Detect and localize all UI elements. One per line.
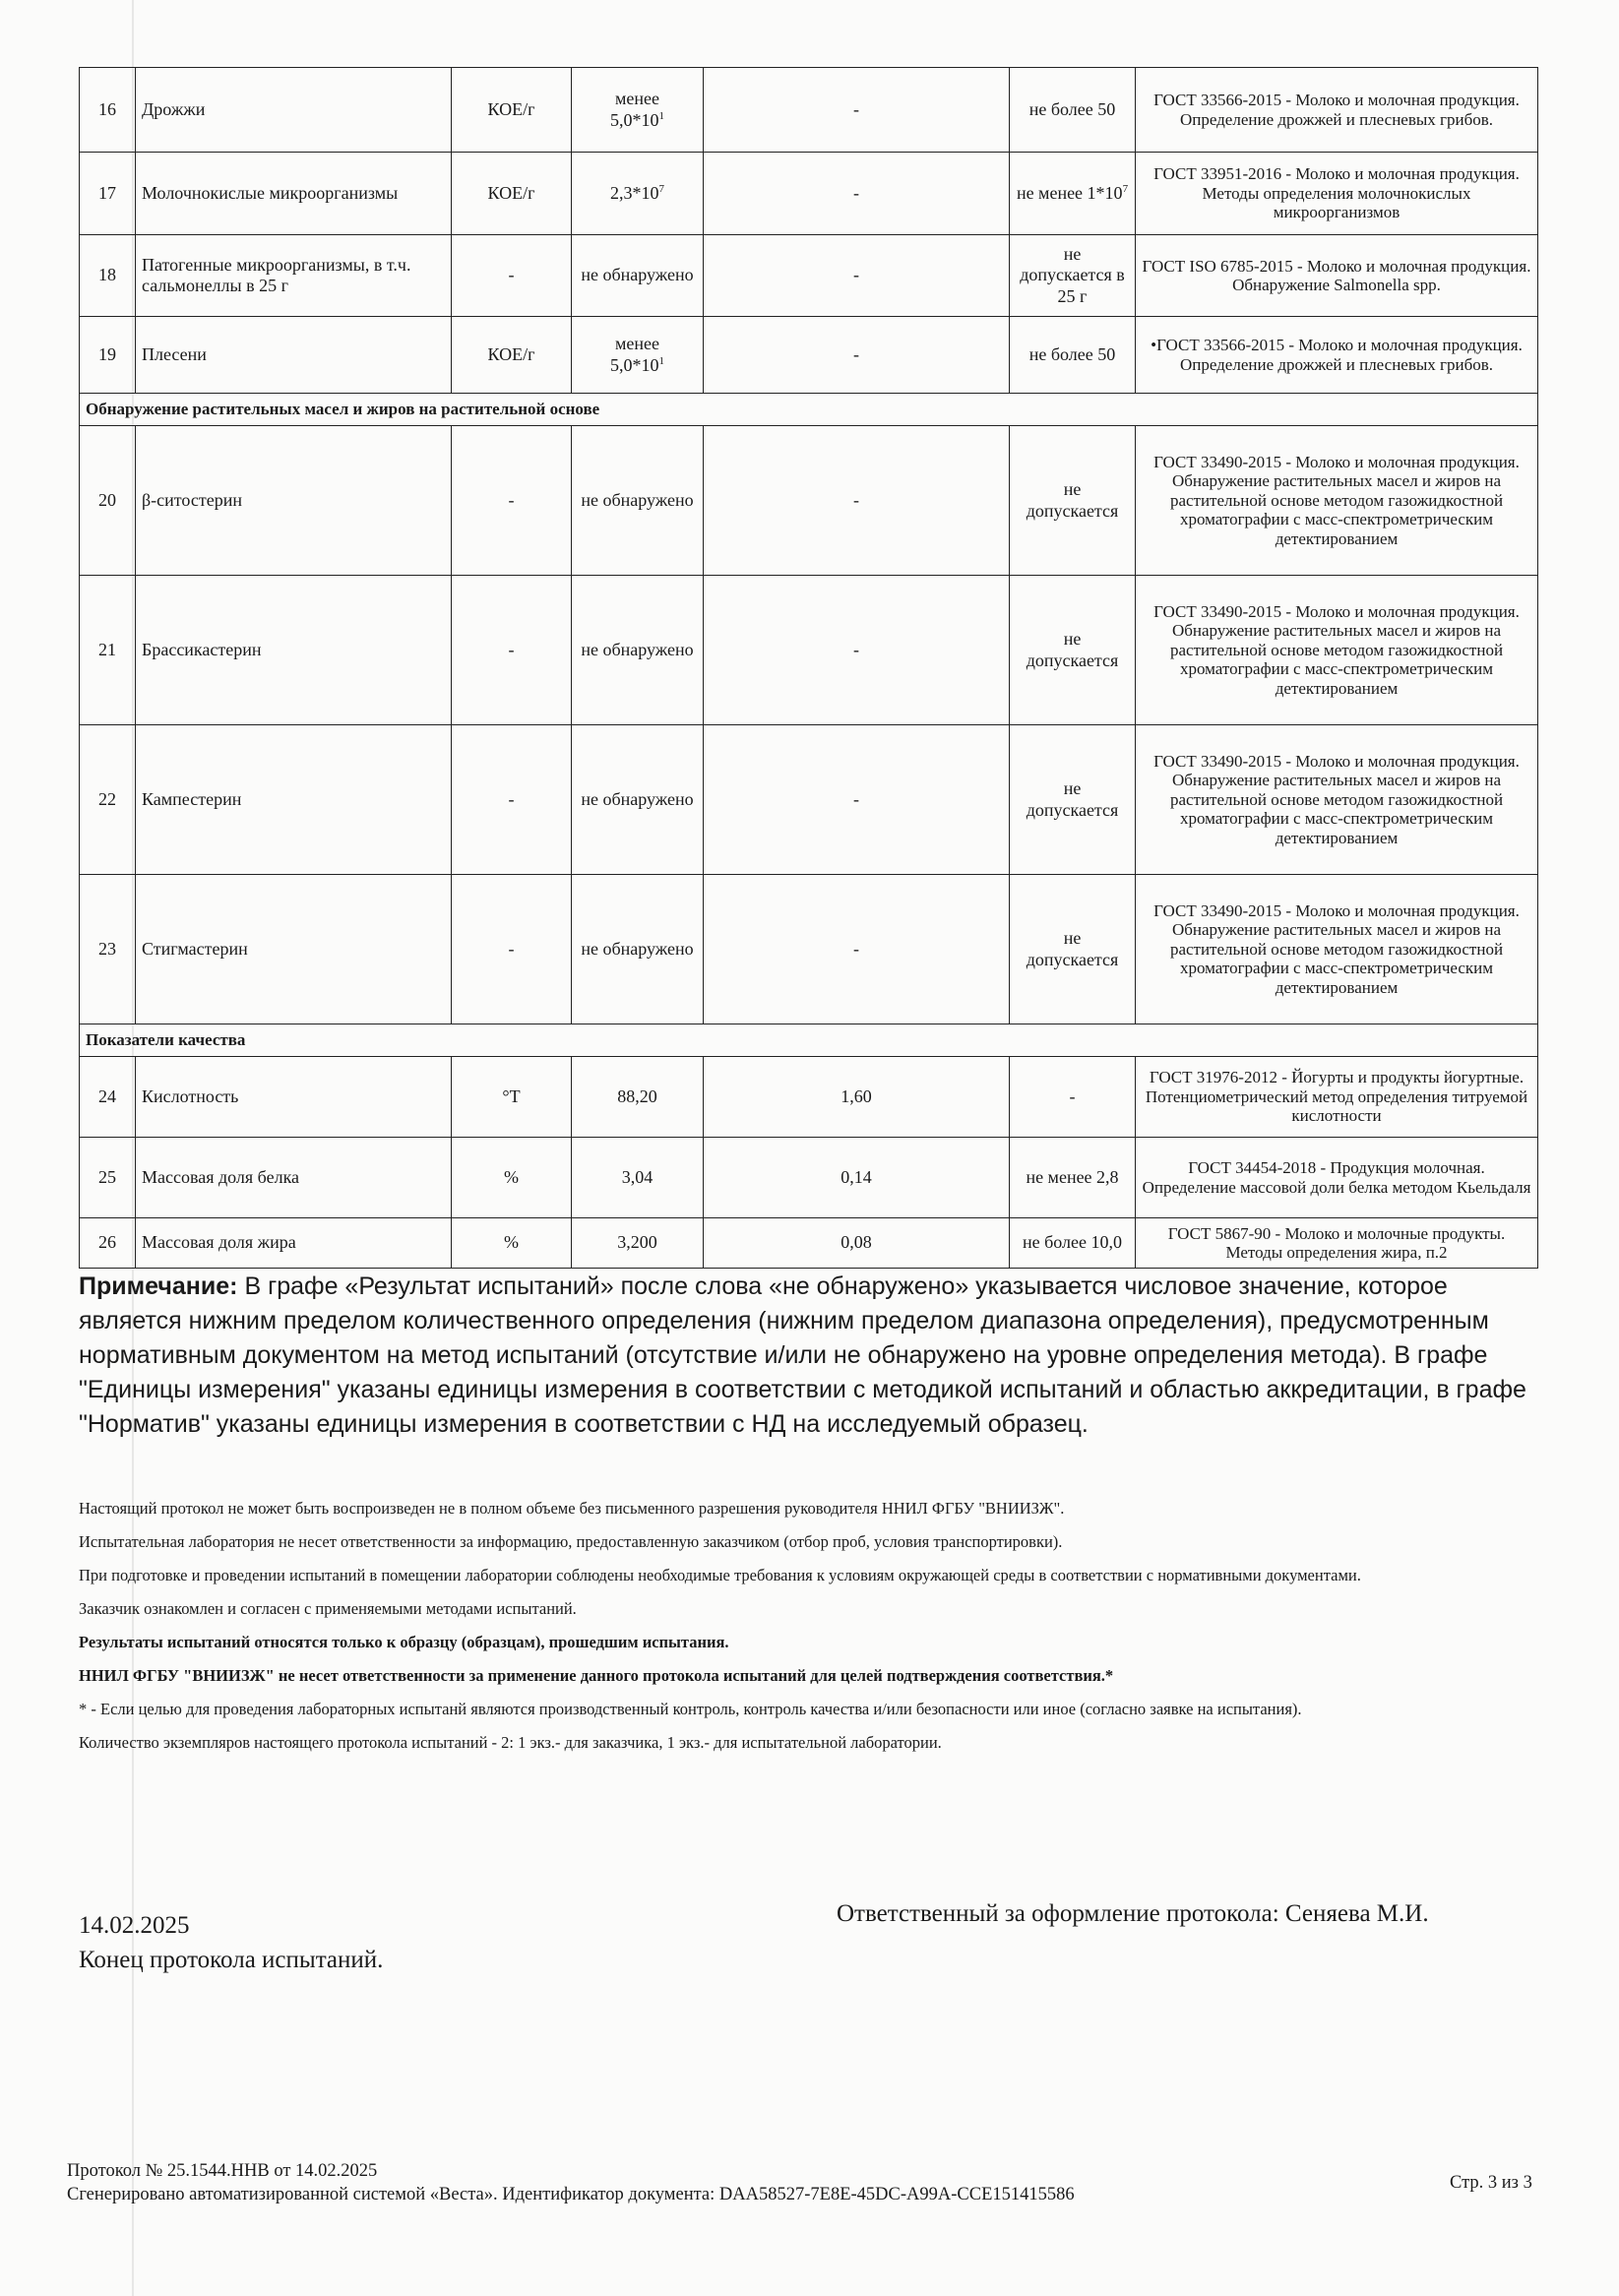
section-title: Показатели качества	[80, 1024, 1538, 1057]
error-cell: -	[704, 725, 1010, 875]
row-number: 17	[80, 153, 136, 235]
section-row	[80, 1024, 1538, 1057]
unit-cell: КОЕ/г	[452, 153, 572, 235]
result-cell: не обнаружено	[572, 725, 704, 875]
error-cell: -	[704, 153, 1010, 235]
protocol-end: Конец протокола испытаний.	[79, 1947, 384, 1973]
table-row	[80, 68, 1538, 153]
result-cell: не обнаружено	[572, 875, 704, 1024]
unit-cell: %	[452, 1218, 572, 1269]
norm-cell: не допускается	[1010, 576, 1136, 725]
method-cell: ГОСТ 33951-2016 - Молоко и молочная продукция. Методы определения молочнокислых микроорганизмов	[1136, 153, 1538, 235]
result-cell	[572, 317, 704, 394]
indicator-name: Стигмастерин	[136, 875, 452, 1024]
table-row	[80, 426, 1538, 576]
unit-cell: -	[452, 875, 572, 1024]
indicator-name: Кампестерин	[136, 725, 452, 875]
table-row	[80, 875, 1538, 1024]
error-cell: -	[704, 317, 1010, 394]
footnote: * - Если целью для проведения лабораторных испытанй являются производственный контроль, контроль качества и/или безопасности или иное (согласно заявке на испытания).	[79, 1700, 1302, 1718]
section-row	[80, 394, 1538, 426]
note-text: В графе «Результат испытаний» после слова «не обнаружено» указывается числовое значение, которое является нижним пределом количественного определения (нижним пределом диапазона определения), предусмотренным нормативным документом на метод испытаний (отсутствие и/или не обнаружено на уровне определения метода). В графе "Единицы измерения" указаны единицы измерения в соответствии с методикой испытаний и областью аккредитации, в графе "Норматив" указаны единицы измерения в соответствии с НД на исследуемый образец.	[79, 1272, 1526, 1438]
disclaimer-liability: ННИЛ ФГБУ "ВНИИЗЖ" не несет ответственности за применение данного протокола испытаний для целей подтверждения соответствия.*	[79, 1666, 1114, 1685]
disclaimer-block	[79, 1492, 1545, 1760]
indicator-name: Патогенные микроорганизмы, в т.ч. сальмонеллы в 25 г	[136, 235, 452, 317]
result-cell: не обнаружено	[572, 426, 704, 576]
norm-cell: не допускается в 25 г	[1010, 235, 1136, 317]
unit-cell: °Т	[452, 1057, 572, 1138]
row-number: 18	[80, 235, 136, 317]
row-number: 26	[80, 1218, 136, 1269]
error-cell: -	[704, 576, 1010, 725]
table-row	[80, 317, 1538, 394]
indicator-name: Брассикастерин	[136, 576, 452, 725]
method-cell: •ГОСТ 33566-2015 - Молоко и молочная продукция. Определение дрожжей и плесневых грибов.	[1136, 317, 1538, 394]
indicator-name: Кислотность	[136, 1057, 452, 1138]
indicator-name: Дрожжи	[136, 68, 452, 153]
indicator-name: Массовая доля белка	[136, 1138, 452, 1218]
error-cell: 1,60	[704, 1057, 1010, 1138]
protocol-date: 14.02.2025	[79, 1912, 190, 1939]
table-row	[80, 1057, 1538, 1138]
disclaimer-customer-info: Испытательная лаборатория не несет ответственности за информацию, предоставленную заказчиком (отбор проб, условия транспортировки).	[79, 1532, 1063, 1551]
method-cell: ГОСТ 33490-2015 - Молоко и молочная продукция. Обнаружение растительных масел и жиров на растительной основе методом газожидкостной хроматографии с масс-спектрометрическим детектированием	[1136, 725, 1538, 875]
norm-cell: не менее 2,8	[1010, 1138, 1136, 1218]
error-cell: -	[704, 235, 1010, 317]
result-line-1: менее	[615, 89, 659, 109]
result-exponent: 1	[658, 354, 664, 367]
norm-cell: не допускается	[1010, 725, 1136, 875]
norm-cell: не более 10,0	[1010, 1218, 1136, 1269]
norm-cell: не допускается	[1010, 426, 1136, 576]
disclaimer-methods: Заказчик ознакомлен и согласен с применяемыми методами испытаний.	[79, 1599, 577, 1618]
row-number: 23	[80, 875, 136, 1024]
result-cell: 88,20	[572, 1057, 704, 1138]
disclaimer-results-scope: Результаты испытаний относятся только к образцу (образцам), прошедшим испытания.	[79, 1633, 729, 1651]
error-cell: -	[704, 426, 1010, 576]
result-exponent: 1	[658, 109, 664, 122]
row-number: 21	[80, 576, 136, 725]
result-cell: 3,04	[572, 1138, 704, 1218]
norm-cell: -	[1010, 1057, 1136, 1138]
result-value: 2,3*10	[610, 182, 659, 203]
method-cell: ГОСТ ISO 6785-2015 - Молоко и молочная продукция. Обнаружение Salmonella spp.	[1136, 235, 1538, 317]
method-cell: ГОСТ 34454-2018 - Продукция молочная. Определение массовой доли белка методом Кьельдаля	[1136, 1138, 1538, 1218]
error-cell: -	[704, 68, 1010, 153]
error-cell: -	[704, 875, 1010, 1024]
row-number: 25	[80, 1138, 136, 1218]
method-cell: ГОСТ 33490-2015 - Молоко и молочная продукция. Обнаружение растительных масел и жиров на растительной основе методом газожидкостной хроматографии с масс-спектрометрическим детектированием	[1136, 576, 1538, 725]
method-cell: ГОСТ 33566-2015 - Молоко и молочная продукция. Определение дрожжей и плесневых грибов.	[1136, 68, 1538, 153]
row-number: 24	[80, 1057, 136, 1138]
result-exponent: 7	[658, 182, 664, 195]
table-row	[80, 153, 1538, 235]
method-cell: ГОСТ 5867-90 - Молоко и молочные продукты. Методы определения жира, п.2	[1136, 1218, 1538, 1269]
unit-cell: %	[452, 1138, 572, 1218]
table-row	[80, 235, 1538, 317]
norm-cell: не более 50	[1010, 317, 1136, 394]
norm-cell: не допускается	[1010, 875, 1136, 1024]
result-cell: не обнаружено	[572, 576, 704, 725]
section-title: Обнаружение растительных масел и жиров на растительной основе	[80, 394, 1538, 426]
norm-cell	[1010, 153, 1136, 235]
row-number: 22	[80, 725, 136, 875]
result-line-1: менее	[615, 334, 659, 354]
row-number: 16	[80, 68, 136, 153]
indicator-name: Плесени	[136, 317, 452, 394]
unit-cell: КОЕ/г	[452, 317, 572, 394]
row-number: 20	[80, 426, 136, 576]
page-footer	[67, 2159, 1075, 2206]
result-cell: 3,200	[572, 1218, 704, 1269]
method-cell: ГОСТ 31976-2012 - Йогурты и продукты йогуртные. Потенциометрический метод определения титруемой кислотности	[1136, 1057, 1538, 1138]
table-row	[80, 725, 1538, 875]
results-table	[79, 67, 1538, 1269]
row-number: 19	[80, 317, 136, 394]
method-cell: ГОСТ 33490-2015 - Молоко и молочная продукция. Обнаружение растительных масел и жиров на растительной основе методом газожидкостной хроматографии с масс-спектрометрическим детектированием	[1136, 875, 1538, 1024]
protocol-number: Протокол № 25.1544.ННВ от 14.02.2025	[67, 2161, 378, 2181]
unit-cell: -	[452, 725, 572, 875]
method-cell: ГОСТ 33490-2015 - Молоко и молочная продукция. Обнаружение растительных масел и жиров на растительной основе методом газожидкостной хроматографии с масс-спектрометрическим детектированием	[1136, 426, 1538, 576]
unit-cell: -	[452, 426, 572, 576]
indicator-name: β-ситостерин	[136, 426, 452, 576]
result-cell	[572, 68, 704, 153]
copies-count: Количество экземпляров настоящего протокола испытаний - 2: 1 экз.- для заказчика, 1 экз.- для испытательной лаборатории.	[79, 1733, 942, 1752]
table-row	[80, 576, 1538, 725]
unit-cell: -	[452, 576, 572, 725]
unit-cell: -	[452, 235, 572, 317]
disclaimer-environment: При подготовке и проведении испытаний в помещении лаборатории соблюдены необходимые требования к условиям окружающей среды в соответствии с нормативными документами.	[79, 1566, 1361, 1584]
unit-cell: КОЕ/г	[452, 68, 572, 153]
table-row	[80, 1138, 1538, 1218]
error-cell: 0,14	[704, 1138, 1010, 1218]
indicator-name: Молочнокислые микроорганизмы	[136, 153, 452, 235]
responsible-person: Ответственный за оформление протокола: Сеняева М.И.	[837, 1900, 1429, 1927]
result-line-2: 5,0*10	[610, 109, 659, 130]
norm-cell: не более 50	[1010, 68, 1136, 153]
table-row	[80, 1218, 1538, 1269]
result-line-2: 5,0*10	[610, 354, 659, 375]
result-cell: не обнаружено	[572, 235, 704, 317]
document-identifier: Сгенерировано автоматизированной системой «Веста». Идентификатор документа: DAA58527-7E8E-45DC-A99A-CCE151415586	[67, 2185, 1075, 2204]
error-cell: 0,08	[704, 1218, 1010, 1269]
note-paragraph	[79, 1270, 1545, 1442]
norm-exponent: 7	[1122, 182, 1129, 195]
norm-value: не менее 1*10	[1016, 182, 1123, 203]
disclaimer-reproduction: Настоящий протокол не может быть воспроизведен не в полном объеме без письменного разрешения руководителя ННИЛ ФГБУ "ВНИИЗЖ".	[79, 1499, 1065, 1518]
page-number: Стр. 3 из 3	[1450, 2173, 1532, 2193]
note-label: Примечание:	[79, 1272, 238, 1300]
result-cell	[572, 153, 704, 235]
indicator-name: Массовая доля жира	[136, 1218, 452, 1269]
